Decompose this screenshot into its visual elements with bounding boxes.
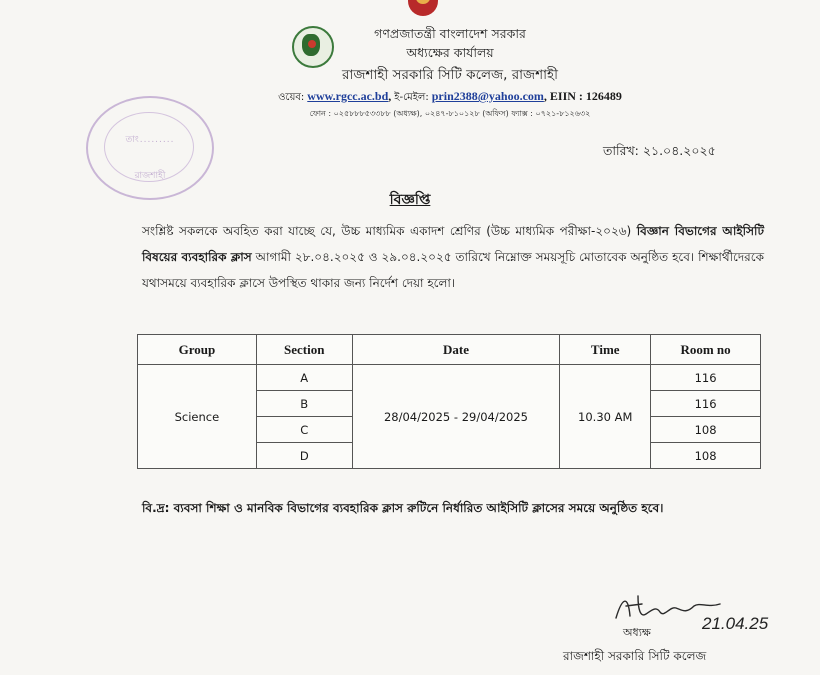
header-college: রাজশাহী সরকারি সিটি কলেজ, রাজশাহী [341,67,558,83]
body-part-2: আগামী ২৮.০৪.২০২৫ ও ২৯.০৪.২০২৫ তারিখে নিম্নোক্ত সময়সূচি মোতাবেক অনুষ্ঠিত হবে। শিক্ষার্থীদেরকে যথাসময়ে ব্যবহারিক ক্লাসে উপস্থিত থাকার জন্য নির্দেশ দেয়া হলো। [142,250,764,290]
office-stamp [86,96,214,200]
table-header-row [138,335,761,365]
group-cell: Science [138,365,257,469]
signature-college: রাজশাহী সরকারি সিটি কলেজ [563,649,707,663]
section-cell: A [256,365,352,391]
room-cell: 116 [651,365,761,391]
stamp-ring-text: তাং......... [125,135,175,145]
stamp-bottom-text: রাজশাহী [134,171,166,181]
section-cell: C [256,417,352,443]
room-cell: 108 [651,417,761,443]
notice-body [142,218,764,296]
header-office: অধ্যক্ষের কার্যালয় [406,45,494,60]
eiin-number: EIIN : 126489 [549,89,622,103]
header-date: Date [352,335,560,365]
section-cell: D [256,443,352,469]
header-room: Room no [651,335,761,365]
notice-title: বিজ্ঞপ্তি [389,192,431,208]
web-label: ওয়েব: [278,92,305,103]
header-government: গণপ্রজাতন্ত্রী বাংলাদেশ সরকার [374,26,526,41]
header-section: Section [256,335,352,365]
room-cell: 116 [651,391,761,417]
signature-date: 21.04.25 [702,614,769,633]
date-cell: 28/04/2025 - 29/04/2025 [352,365,560,469]
header-phone: ফোন : ০২৫৮৮৮৫৩৩৮৮ (অধ্যক্ষ), ০২৪৭-৮১০১২৮ (অফিস) ফ্যাক্স : ০৭২১-৮১২৬৩২ [309,109,591,118]
header-time: Time [560,335,651,365]
section-cell: B [256,391,352,417]
email-label: ই-মেইল: [394,92,429,103]
body-part-1: সংশ্লিষ্ট সকলকে অবহিত করা যাচ্ছে যে, উচ্চ মাধ্যমিক একাদশ শ্রেণির (উচ্চ মাধ্যমিক পরীক্ষা-২০২৬) [142,224,637,238]
schedule-table [137,334,761,469]
government-seal-icon [408,0,438,16]
header-contact-line: ওয়েব: www.rgcc.ac.bd, ই-মেইল: prin2388@yahoo.com, EIIN : 126489 [278,89,622,103]
time-cell: 10.30 AM [560,365,651,469]
notice-date: তারিখ: ২১.০৪.২০২৫ [603,143,716,158]
room-cell: 108 [651,443,761,469]
body-bold-subject: বিজ্ঞান বিভাগের আইসিটি বিষয়ের ব্যবহারিক ক্লাস [142,224,764,264]
designation: অধ্যক্ষ [623,626,651,639]
website-link[interactable]: www.rgcc.ac.bd [307,89,389,103]
header-group: Group [138,335,257,365]
notice-note: বি.দ্র: ব্যবসা শিক্ষা ও মানবিক বিভাগের ব্যবহারিক ক্লাস রুটিনে নির্ধারিত আইসিটি ক্লাসের সময়ে অনুষ্ঠিত হবে। [142,501,664,515]
table-row [138,365,761,391]
email-link[interactable]: prin2388@yahoo.com [431,89,544,103]
